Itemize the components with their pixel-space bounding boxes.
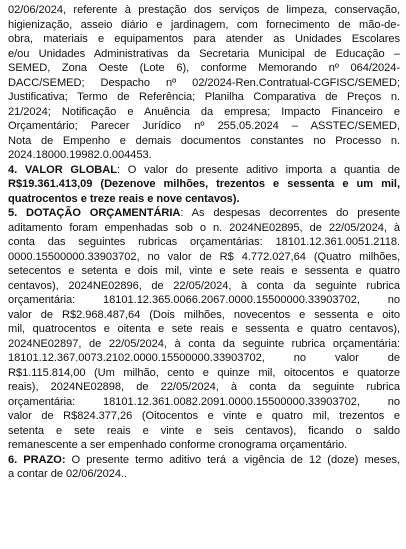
text-line bbox=[8, 424, 400, 439]
text-line bbox=[8, 148, 400, 163]
text-line bbox=[8, 395, 400, 410]
text-run: 18101.12.367.0073.2102.0000.15500000.33903702, no valor de bbox=[8, 352, 400, 364]
text-run: valor de R$824.377,26 (Oitocentos e vinte e quatro mil, trezentos e bbox=[8, 410, 400, 422]
text-run: conta das seguintes rubricas orçamentárias: 18101.12.361.0051.2118. bbox=[8, 236, 400, 248]
text-run: : As despesas decorrentes do presente bbox=[180, 207, 400, 219]
text-run: aditamento foram empenhadas sob o n. 2024NE02895, de 22/05/2024, à bbox=[8, 221, 400, 234]
text-run: R$1.115.814,00 (Um milhão, cento e quinze mil, oitocentos e quatorze bbox=[8, 366, 400, 379]
text-run: 2024NE02897, de 22/05/2024, à conta da seguinte rubrica orçamentária: bbox=[8, 337, 400, 350]
text-run: valor de R$2.968.487,64 (Dois milhões, novecentos e sessenta e oito bbox=[8, 308, 400, 321]
text-run: Orçamentário; Parecer Jurídico nº 255.05.2024 – ASSTEC/SEMED, bbox=[8, 120, 400, 132]
text-run: a contar de 02/06/2024.. bbox=[8, 468, 128, 480]
text-line bbox=[8, 163, 400, 178]
text-line bbox=[8, 105, 400, 120]
text-line bbox=[8, 221, 400, 236]
text-line bbox=[8, 235, 400, 250]
text-run: 21/2024; Notificação e Anuência da empresa; Impacto Financeiro e bbox=[8, 105, 400, 118]
bold-text-run: 6. PRAZO: bbox=[8, 453, 66, 466]
text-run: remanescente a ser empenhado conforme cronograma orçamentário. bbox=[8, 439, 348, 451]
text-line bbox=[8, 337, 400, 352]
text-line bbox=[8, 134, 400, 149]
text-line bbox=[8, 206, 400, 221]
text-line bbox=[8, 409, 400, 424]
bold-text-run: quatrocentos e treze reais e nove centavos). bbox=[8, 192, 240, 205]
text-line bbox=[8, 61, 400, 76]
text-run: setenta e sete reais e vinte e seis centavos), ficando o saldo bbox=[8, 424, 400, 437]
text-line bbox=[8, 177, 400, 192]
text-line bbox=[8, 308, 400, 323]
text-run: 2024.18000.19982.0.004453. bbox=[8, 149, 152, 161]
bold-text-run: 5. DOTAÇÃO ORÇAMENTÁRIA bbox=[8, 207, 181, 219]
text-line bbox=[8, 3, 400, 18]
text-run: Justificativa; Termo de Referência; Planilha Comparativa de Preços n. bbox=[8, 91, 400, 103]
text-run: e/ou Unidades Administrativas da Secretaria Municipal de Educação – bbox=[8, 47, 400, 60]
text-line bbox=[8, 366, 400, 381]
text-run: centavos), 2024NE02896, de 22/05/2024, à conta da seguinte rubrica bbox=[8, 279, 400, 292]
text-run: Nota de Empenho e demais documentos constantes no Processo n. bbox=[8, 134, 400, 147]
text-run: higienização, asseio diário e jardinagem, com fornecimento de mão-de- bbox=[8, 18, 400, 31]
text-run: setecentos e setenta e dois mil, vinte e sete reais e sessenta e quatro bbox=[8, 265, 400, 277]
text-line bbox=[8, 467, 400, 482]
text-line bbox=[8, 438, 400, 453]
text-run: obra, materiais e equipamentos para atender as Unidades Escolares bbox=[8, 33, 400, 45]
text-run: mil, quatrocentos e oitenta e sete reais e sessenta e quatro centavos), bbox=[8, 323, 400, 335]
text-line bbox=[8, 250, 400, 265]
text-line bbox=[8, 32, 400, 47]
text-line bbox=[8, 279, 400, 294]
text-line bbox=[8, 18, 400, 33]
text-run: orçamentária: 18101.12.361.0082.2091.0000.15500000.33903702, no bbox=[8, 395, 400, 408]
text-run: reais), 2024NE02898, de 22/05/2024, à conta da seguinte rubrica bbox=[8, 381, 400, 393]
text-line bbox=[8, 351, 400, 366]
text-line bbox=[8, 192, 400, 207]
text-line bbox=[8, 47, 400, 62]
text-run: orçamentária: 18101.12.365.0066.2067.0000.15500000.33903702, no bbox=[8, 294, 400, 306]
text-run: 02/06/2024, referente à prestação dos serviços de limpeza, conservação, bbox=[8, 4, 400, 16]
text-run: SEMED, Zona Oeste (Lote 6), conforme Memorando nº 064/2024- bbox=[8, 62, 400, 74]
text-line bbox=[8, 322, 400, 337]
text-line bbox=[8, 293, 400, 308]
bold-text-run: 4. VALOR GLOBAL bbox=[8, 163, 117, 176]
text-line bbox=[8, 380, 400, 395]
text-run: : O valor do presente aditivo importa a quantia de bbox=[116, 163, 400, 176]
text-line bbox=[8, 76, 400, 91]
text-line bbox=[8, 90, 400, 105]
text-run: O presente termo aditivo terá a vigência de 12 (doze) meses, bbox=[65, 453, 400, 466]
text-line bbox=[8, 453, 400, 468]
bold-text-run: R$19.361.413,09 (Dezenove milhões, trezentos e sessenta e um mil, bbox=[8, 178, 400, 190]
text-run: 0000.15500000.33903702, no valor de R$ 4.772.027,64 (Quatro milhões, bbox=[8, 250, 400, 263]
text-run: DACC/SEMED; Despacho nº 02/2024-Ren.Contratual-CGFISC/SEMED; bbox=[8, 76, 400, 89]
text-line bbox=[8, 264, 400, 279]
text-line bbox=[8, 119, 400, 134]
